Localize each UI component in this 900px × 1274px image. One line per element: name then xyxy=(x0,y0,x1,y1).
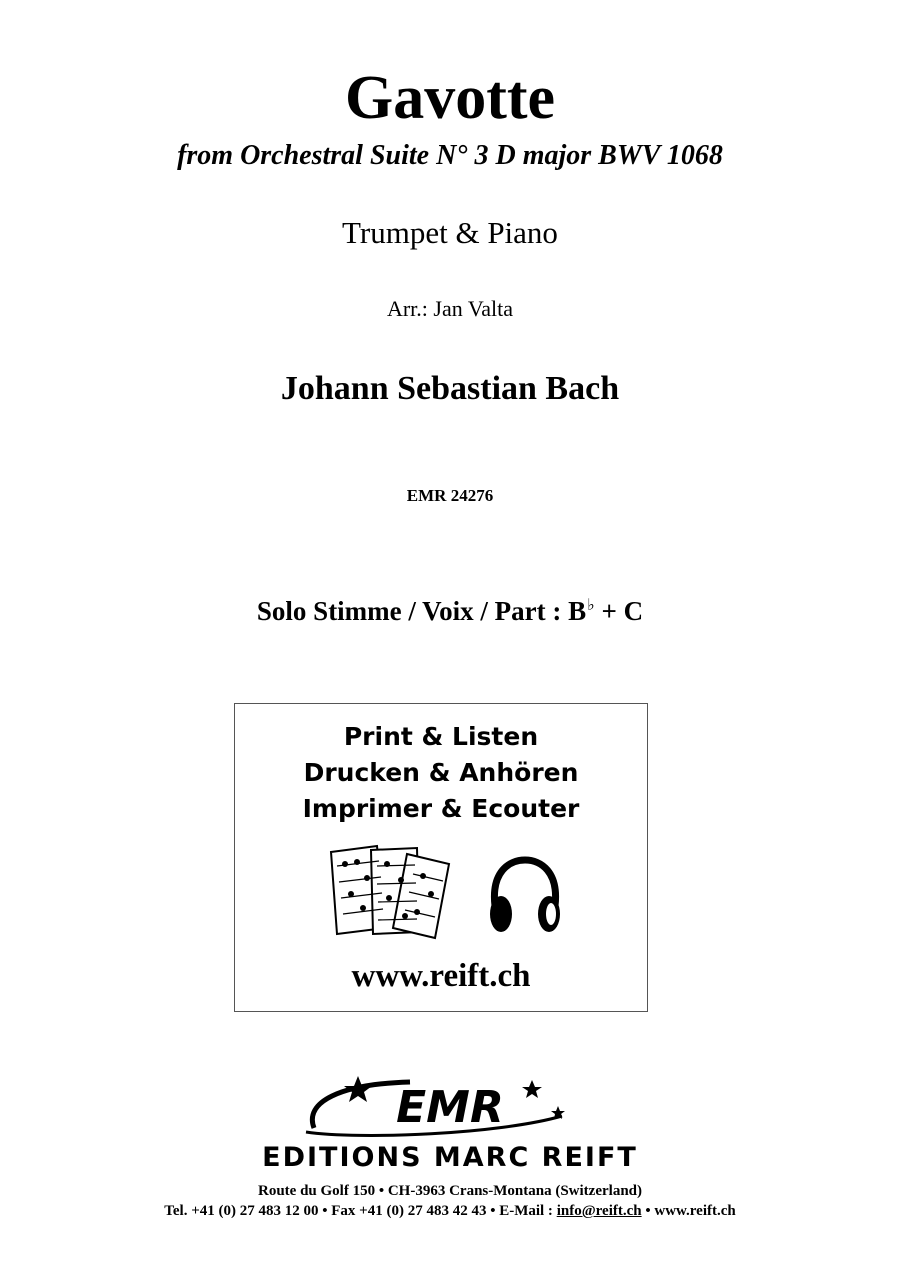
part-designation xyxy=(0,588,900,629)
publisher-contact xyxy=(0,1201,900,1221)
score-title: Gavotte xyxy=(344,64,556,132)
catalog-number: EMR 24276 xyxy=(406,486,494,505)
print-listen-box xyxy=(234,703,648,1012)
email-link[interactable]: info@reift.ch xyxy=(556,1203,642,1219)
composer: Johann Sebastian Bach xyxy=(280,370,620,407)
logo-letters: EMR xyxy=(396,1082,504,1133)
arranger: Arr.: Jan Valta xyxy=(386,296,514,321)
contact-website: • www.reift.ch xyxy=(641,1203,736,1219)
sheet-music-icon xyxy=(327,842,457,940)
instrumentation: Trumpet & Piano xyxy=(342,215,558,250)
promo-url: www.reift.ch xyxy=(351,958,531,994)
headphones-icon xyxy=(485,854,565,938)
promo-line-german: Drucken & Anhören xyxy=(303,758,579,787)
publisher-name: EDITIONS MARC REIFT xyxy=(262,1142,638,1173)
promo-line-french: Imprimer & Ecouter xyxy=(302,794,580,823)
publisher-address: Route du Golf 150 • CH-3963 Crans-Montana (Switzerland) xyxy=(258,1183,642,1199)
emr-logo xyxy=(300,1072,580,1140)
part-prefix: Solo Stimme / Voix / Part : B xyxy=(256,596,587,626)
flat-sign: ♭ xyxy=(587,597,595,614)
part-suffix: + C xyxy=(594,596,644,626)
contact-phone-fax: Tel. +41 (0) 27 483 12 00 • Fax +41 (0) 27 483 42 43 • E-Mail : xyxy=(164,1203,557,1219)
promo-line-english: Print & Listen xyxy=(343,722,539,751)
score-subtitle: from Orchestral Suite N° 3 D major BWV 1068 xyxy=(177,140,723,171)
